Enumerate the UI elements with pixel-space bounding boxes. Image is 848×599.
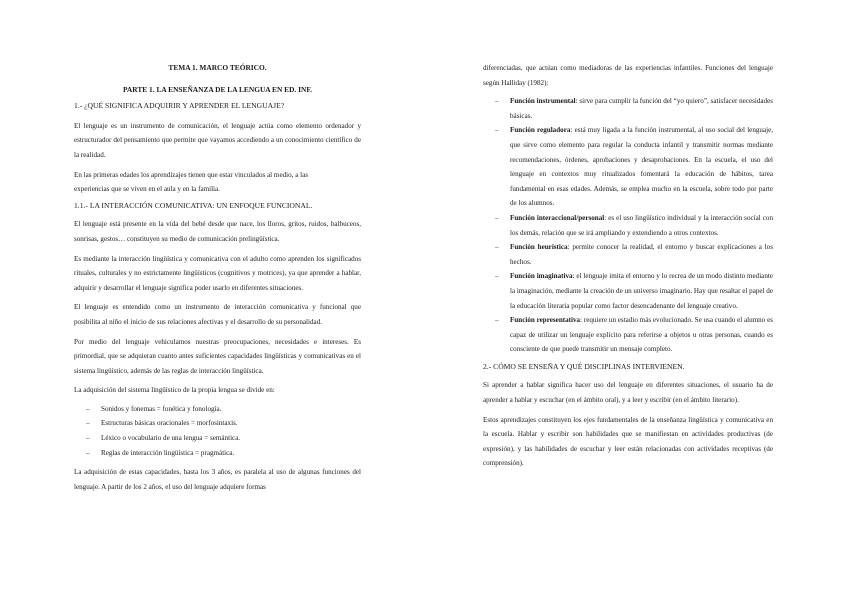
list-item: – Reglas de interacción lingüística = pragmática. — [86, 448, 235, 457]
paragraph: Si aprender a hablar significa hacer uso del lenguaje en diferentes situaciones, el usuario ha de aprender a hablar y escuchar (en el ámbito oral), y a leer y escribir (en el ámbito literario). — [483, 381, 773, 405]
right-column — [483, 0, 773, 471]
list-item: – Función interaccional/personal: es el uso lingüístico individual y la interacción social con los demás, relación que se irá ampliando y extendiendo a otros contextos. — [495, 213, 773, 237]
list-item: – Sonidos y fonemas = fonética y fonología. — [86, 404, 222, 413]
list-item: – Función representativa: requiere un estadio más evolucionado. Se usa cuando el alumno es capaz de utilizar un lenguaje explícito para referirse a objetos u otras personas, cuando es consciente de que puede transmitir un mensaje completo. — [495, 316, 773, 354]
section-heading-1-1: 1.1.- LA INTERACCIÓN COMUNICATIVA: UN ENFOQUE FUNCIONAL. — [74, 200, 313, 210]
paragraph: Estos aprendizajes constituyen los ejes fundamentales de la enseñanza lingüística y comunicativa en la escuela. Hablar y escribir son habilidades que se manifiestan en actividades productivas (de expresión), y las habilidades de escuchar y leer están relacionadas con actividades receptivas (de comprensión). — [483, 415, 773, 468]
paragraph: Por medio del lenguaje vehiculamos nuestras preocupaciones, necesidades e intereses. Es primordial, que se adquieran cuanto antes suficientes capacidades lingüísticas y comunicativas en el sistema lingüístico, además de las reglas de interacción lingüística. — [74, 337, 361, 375]
section-heading-1: 1.- ¿QUÉ SIGNIFICA ADQUIRIR Y APRENDER EL LENGUAJE? — [74, 101, 285, 111]
paragraph: La adquisición de estas capacidades, hasta los 3 años, es paralela al uso de algunas funciones del lenguaje. A partir de los 2 años, el uso del lenguaje adquiere formas — [74, 468, 361, 491]
list-item: – Función heurística: permite conocer la realidad, el entorno y buscar explicaciones a los hechos. — [495, 243, 773, 266]
document-subtitle: PARTE 1. LA ENSEÑANZA DE LA LENGUA EN ED. INF. — [122, 84, 313, 94]
functions-list — [483, 94, 773, 357]
paragraph: El lenguaje es un instrumento de comunicación, el lenguaje actúa como elemento ordenador y estructurador del pensamiento que permite que vayamos accediendo a un conocimiento científico de la realidad. — [74, 121, 361, 159]
document-title: TEMA 1. MARCO TEÓRICO. — [168, 63, 267, 72]
left-column — [74, 0, 361, 494]
paragraph: El lenguaje es entendido como un instrumento de interacción comunicativa y funcional que posibilita al niño el inicio de sus relaciones afectivas y el desarrollo de su personalidad. — [74, 303, 361, 326]
components-list — [74, 402, 361, 460]
paragraph: En las primeras edades los aprendizajes tienen que estar vinculados al medio, a las experiencias que se viven en el aula y en la familia. — [74, 170, 309, 194]
list-item: – Función imaginativa: el lenguaje imita el entorno y lo recrea de un modo distinto mediante la imaginación, mediante la creación de un universo imaginario. Hay que resaltar el papel de la educación literaria popular como factor desencadenante del lenguaje creativo. — [495, 272, 773, 310]
paragraph: La adquisición del sistema lingüístico de la propia lengua se divide en: — [74, 386, 275, 395]
paragraph: El lenguaje está presente en la vida del bebé desde que nace, los lloros, gritos, ruidos, balbuceos, sonrisas, gestos… constituyen su medio de comunicación prelingüística. — [74, 220, 361, 243]
section-heading-2: 2.- CÓMO SE ENSEÑA Y QUÉ DISCIPLINAS INTERVIENEN. — [483, 361, 685, 371]
paragraph: Es mediante la interacción lingüística y comunicativa con el adulto como aprenden los significados rituales, culturales y no estrictamente lingüísticos (cognitivos y motrices), ya que aprender a hablar, adquirir y desarrollar el lenguaje significa poder usarlo en diferentes situaciones. — [74, 254, 361, 292]
list-item: – Función instrumental: sirve para cumplir la función del “yo quiero”, satisfacer necesidades básicas. — [495, 97, 774, 120]
list-item: – Función reguladora: está muy ligada a la función instrumental, al uso social del lenguaje, que sirve como elemento para regular la conducta infantil y transmitir normas mediante recomendaciones, órdenes, aprobaciones y desaprobaciones. En la escuela, el uso del lenguaje en contextos muy ritualizados fomentará la educación de hábitos, tarea fundamental en esas edades. Además, se emplea mucho en la escuela, sobre todo por parte de los alumnos. — [495, 126, 773, 208]
list-item: – Estructuras básicas oracionales = morfosintaxis. — [86, 419, 238, 428]
paragraph: diferenciadas, que actúan como mediadoras de las experiencias infantiles. Funciones del lenguaje según Halliday (1982): — [483, 64, 773, 87]
list-item: – Léxico o vocabulario de una lengua = semántica. — [86, 434, 241, 443]
